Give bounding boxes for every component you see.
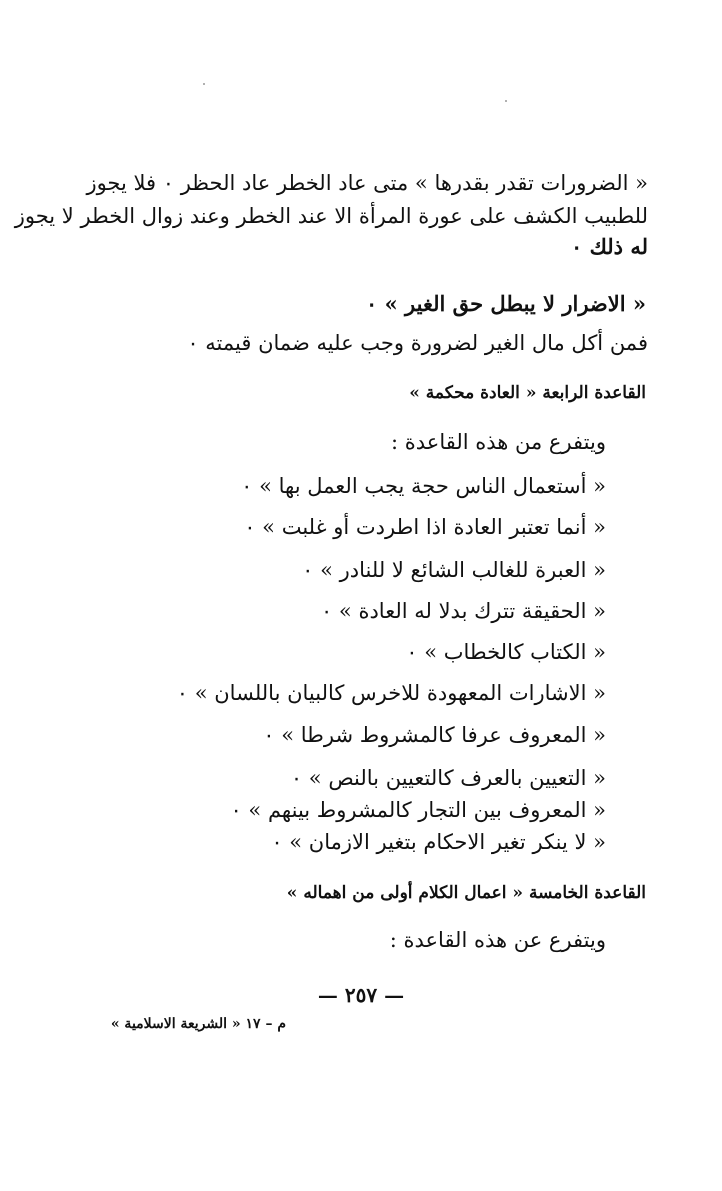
page-number: — ٢٥٧ —: [317, 983, 405, 1007]
list-item: « لا ينكر تغير الاحكام بتغير الازمان » ٠: [271, 830, 606, 854]
intro-rule-4: ويتفرع من هذه القاعدة :: [391, 430, 606, 454]
scan-speck: [505, 100, 507, 102]
scan-speck: [203, 83, 205, 85]
heading-rule-5: القاعدة الخامسة « اعمال الكلام أولى من اهماله »: [286, 883, 646, 903]
paragraph-line-2: للطبيب الكشف على عورة المرأة الا عند الخطر وعند زوال الخطر لا يجوز: [14, 204, 648, 228]
paragraph-line-3: له ذلك ٠: [570, 234, 648, 259]
list-item: « أستعمال الناس حجة يجب العمل بها » ٠: [241, 474, 606, 498]
list-item: « المعروف بين التجار كالمشروط بينهم » ٠: [230, 798, 606, 822]
list-item: « الكتاب كالخطاب » ٠: [406, 640, 606, 664]
intro-rule-5: ويتفرع عن هذه القاعدة :: [389, 928, 606, 952]
list-item: « أنما تعتبر العادة اذا اطردت أو غلبت » ٠: [244, 515, 606, 539]
list-item: « المعروف عرفا كالمشروط شرطا » ٠: [263, 723, 606, 747]
rule-harm: « الاضرار لا يبطل حق الغير » ٠: [366, 291, 646, 316]
list-item: « الحقيقة تترك بدلا له العادة » ٠: [320, 599, 606, 623]
list-item: « الاشارات المعهودة للاخرس كالبيان باللسان » ٠: [176, 681, 606, 705]
heading-rule-4: القاعدة الرابعة « العادة محكمة »: [409, 383, 646, 403]
list-item: « العبرة للغالب الشائع لا للنادر » ٠: [302, 558, 606, 582]
rule-harm-example: فمن أكل مال الغير لضرورة وجب عليه ضمان قيمته ٠: [187, 331, 648, 355]
footer-signature: م – ١٧ « الشريعة الاسلامية »: [110, 1016, 286, 1032]
paragraph-line-1: « الضرورات تقدر بقدرها » متى عاد الخطر عاد الحظر ٠ فلا يجوز: [86, 171, 648, 195]
list-item: « التعيين بالعرف كالتعيين بالنص » ٠: [290, 766, 606, 790]
